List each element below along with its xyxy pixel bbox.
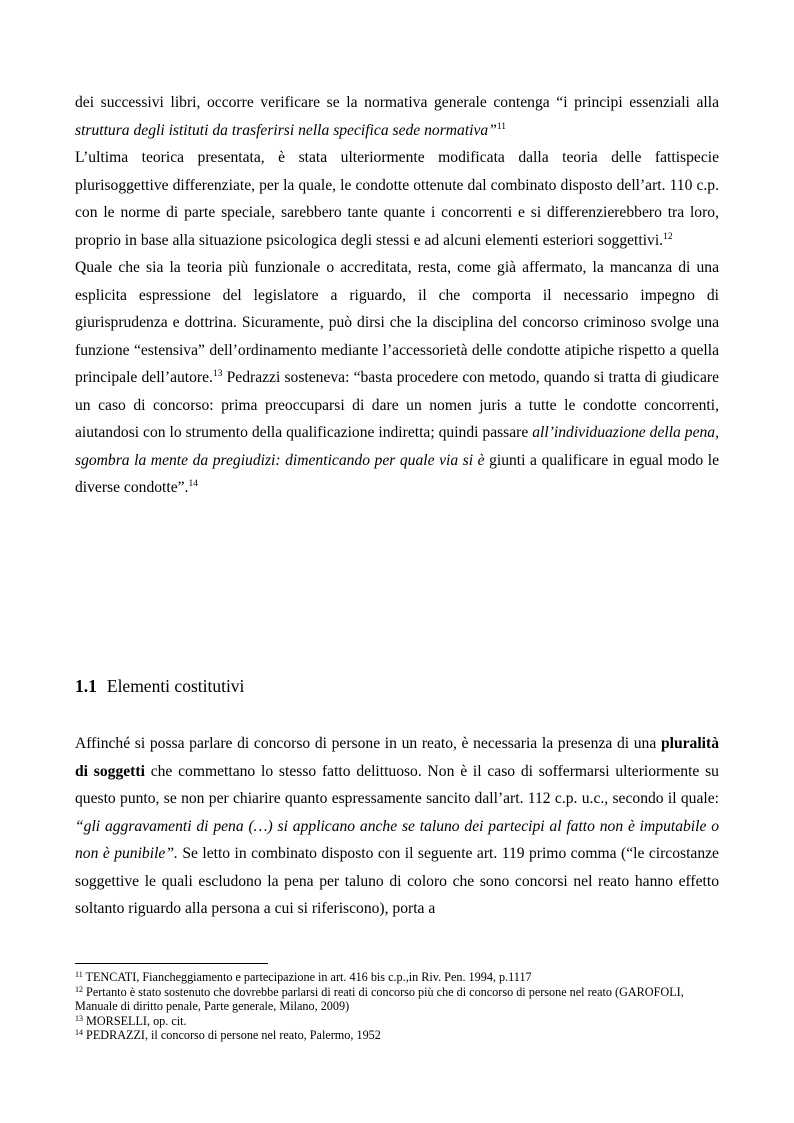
footnote-text: PEDRAZZI, il concorso di persone nel reato, Palermo, 1952 <box>83 1028 381 1042</box>
footnote-ref-11: 11 <box>496 121 507 132</box>
footnote-11 <box>75 970 725 985</box>
footnotes <box>75 970 725 1043</box>
footnote-13 <box>75 1014 725 1029</box>
footnote-text: TENCATI, Fiancheggiamento e partecipazione in art. 416 bis c.p.,in Riv. Pen. 1994, p.1117 <box>82 970 532 984</box>
paragraph-continuation <box>75 89 719 144</box>
footnote-number: 13 <box>75 1013 83 1023</box>
paragraph-text: Se letto in combinato disposto con il seguente art. 119 primo comma (“le circostanze soggettive le quali escludono la pena per taluno di coloro che sono concorsi nel reato hanno effetto soltanto riguardo alla persona a cui si riferiscono), porta a <box>75 845 719 917</box>
paragraph-text: L’ultima teorica presentata, è stata ulteriormente modificata dalla teoria delle fattispecie plurisoggettive differenziate, per la quale, le condotte ottenute dal combinato disposto dell’art. 110 c.p. con le norme di parte speciale, sarebbero tante quante i concorrenti e si differenzierebbero tra loro, proprio in base alla situazione psicologica degli stessi e ad alcuni elementi esteriori soggettivi. <box>75 149 719 249</box>
footnote-12 <box>75 985 725 1014</box>
italic-quote: struttura degli istituti da trasferirsi nella specifica sede normativa” <box>75 121 497 139</box>
paragraph-text: che commettano lo stesso fatto delittuoso. Non è il caso di soffermarsi ulteriormente su questo punto, se non per chiarire quanto espressamente sancito dall’art. 112 c.p. u.c., secondo il quale: <box>75 762 719 807</box>
section-number: 1.1 <box>75 676 97 696</box>
footnote-divider <box>75 963 268 964</box>
body-text-top <box>75 89 719 502</box>
footnote-number: 11 <box>75 970 83 979</box>
paragraph-theory <box>75 144 719 254</box>
footnote-text: Pertanto è stato sostenuto che dovrebbe parlarsi di reati di concorso più che di concorso di persone nel reato (GAROFOLI, Manuale di diritto penale, Parte generale, Milano, 2009) <box>75 984 684 1013</box>
footnote-number: 12 <box>75 984 83 994</box>
section-title: Elementi costitutivi <box>106 676 245 696</box>
footnote-ref-14: 14 <box>188 479 198 489</box>
paragraph-text: Affinché si possa parlare di concorso di persone in un reato, è necessaria la presenza di una <box>75 735 661 752</box>
italic-quote: “gli aggravamenti di pena (…) si applicano anche se taluno dei partecipi al fatto non è imputabile o non è punibile”. <box>75 817 719 862</box>
italic-quote: all’individuazione della pena, sgombra la mente da pregiudizi: dimenticando per quale via si è <box>75 424 719 469</box>
paragraph-text: dei successivi libri, occorre verificare se la normativa generale contenga “i principi essenziali alla <box>75 94 719 111</box>
footnote-text: MORSELLI, op. cit. <box>83 1013 187 1028</box>
body-text-section <box>75 730 719 923</box>
footnote-number: 14 <box>75 1028 83 1037</box>
paragraph-text: Pedrazzi sosteneva: “basta procedere con metodo, quando si tratta di giudicare un caso di concorso: prima preoccuparsi di dare un nomen juris a tutte le condotte concorrenti, aiutandosi con lo strumento della qualificazione indiretta; quindi passare <box>75 369 719 441</box>
bold-term: pluralità di soggetti <box>75 735 719 780</box>
paragraph-text: Quale che sia la teoria più funzionale o accreditata, resta, come già affermato, la mancanza di una esplicita espressione del legislatore a riguardo, il che comporta il necessario impegno di giurisprudenza e dottrina. Sicuramente, può dirsi che la disciplina del concorso criminoso svolge una funzione “estensiva” dell’ordinamento mediante l’accessorietà delle condotte atipiche rispetto a quella principale dell’autore. <box>75 259 719 386</box>
paragraph-conclusion <box>75 254 719 502</box>
paragraph-elements <box>75 730 719 923</box>
paragraph-text: giunti a qualificare in egual modo le diverse condotte”. <box>75 451 719 496</box>
footnote-ref-12: 12 <box>663 231 673 242</box>
footnote-ref-13: 13 <box>212 369 223 379</box>
footnote-14 <box>75 1028 725 1043</box>
section-heading <box>75 674 244 698</box>
